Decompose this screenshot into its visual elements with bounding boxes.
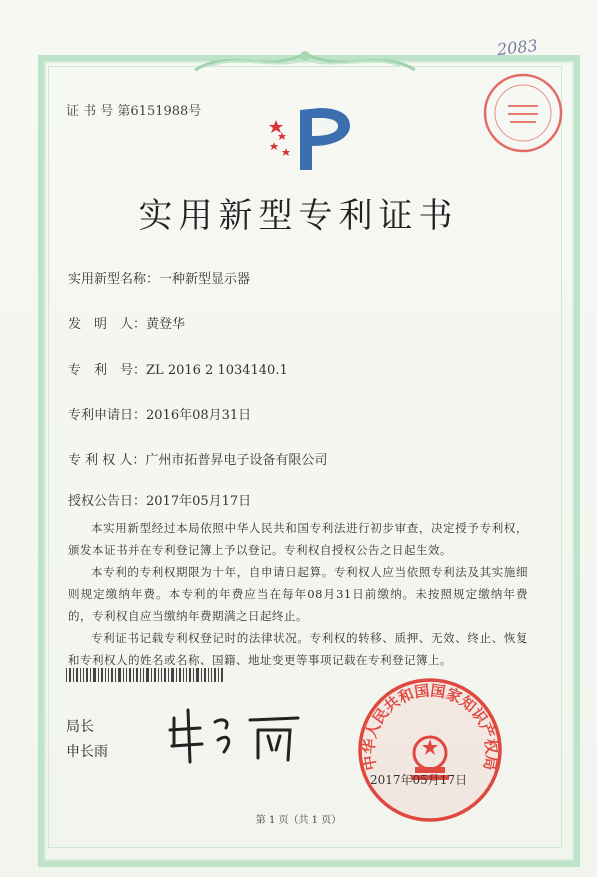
seal-text: 中华人民共和国国家知识产权局 <box>359 681 501 772</box>
director-name: 申长雨 <box>66 744 108 760</box>
body-paragraph: 专利证书记载专利权登记时的法律状况。专利权的转移、质押、无效、终止、恢复和专利权人的姓名或名称、国籍、地址变更等事项记载在专利登记簿上。 <box>68 631 528 667</box>
official-seal <box>355 675 505 825</box>
certificate-title: 实用新型专利证书 <box>138 196 459 236</box>
sipo-logo-icon <box>260 98 360 176</box>
field-label: 专 利 权 人： <box>68 453 146 468</box>
certificate-number: 证 书 号 第6151988号 <box>66 104 202 119</box>
field-value: 黄登华 <box>146 317 186 332</box>
body-paragraph: 本专利的专利权期限为十年，自申请日起算。专利权人应当依照专利法及其实施细则规定缴纳年费。本专利的年费应当在每年08月31日前缴纳。未按照规定缴纳年费的，专利权自应当缴纳年费期满之日起终止。 <box>68 565 528 623</box>
field-label: 授权公告日： <box>68 494 147 509</box>
body-paragraph: 本实用新型经过本局依照中华人民共和国专利法进行初步审查，决定授予专利权，颁发本证书并在专利登记簿上予以登记。专利权自授权公告之日起生效。 <box>68 521 528 557</box>
issue-date: 2017年05月17日 <box>370 773 468 787</box>
field-label: 实用新型名称： <box>68 272 160 287</box>
director-signature <box>160 700 310 770</box>
field-value: 广州市拓普昇电子设备有限公司 <box>145 453 328 468</box>
field-value: 2017年05月17日 <box>146 494 252 509</box>
field-patent-number <box>68 359 288 378</box>
field-value: 2016年08月31日 <box>146 408 252 423</box>
certificate-body <box>68 517 528 671</box>
agency-stamp <box>478 68 568 158</box>
director-title: 局长 <box>66 719 94 735</box>
page-number: 第 1 页（共 1 页） <box>255 815 342 826</box>
field-grant-date <box>68 490 251 509</box>
barcode-icon <box>66 668 224 682</box>
field-inventor <box>68 313 185 332</box>
field-label: 发 明 人： <box>68 317 147 332</box>
field-patentee <box>68 449 327 468</box>
field-label: 专 利 号： <box>68 363 147 378</box>
handwritten-number: 2083 <box>496 35 539 60</box>
field-value: 一种新型显示器 <box>159 272 251 287</box>
field-value: ZL 2016 2 1034140.1 <box>146 363 288 378</box>
field-label: 专利申请日： <box>68 408 147 423</box>
field-application-date <box>68 404 251 423</box>
field-utility-model-name <box>68 268 250 287</box>
top-ornament <box>190 44 420 76</box>
